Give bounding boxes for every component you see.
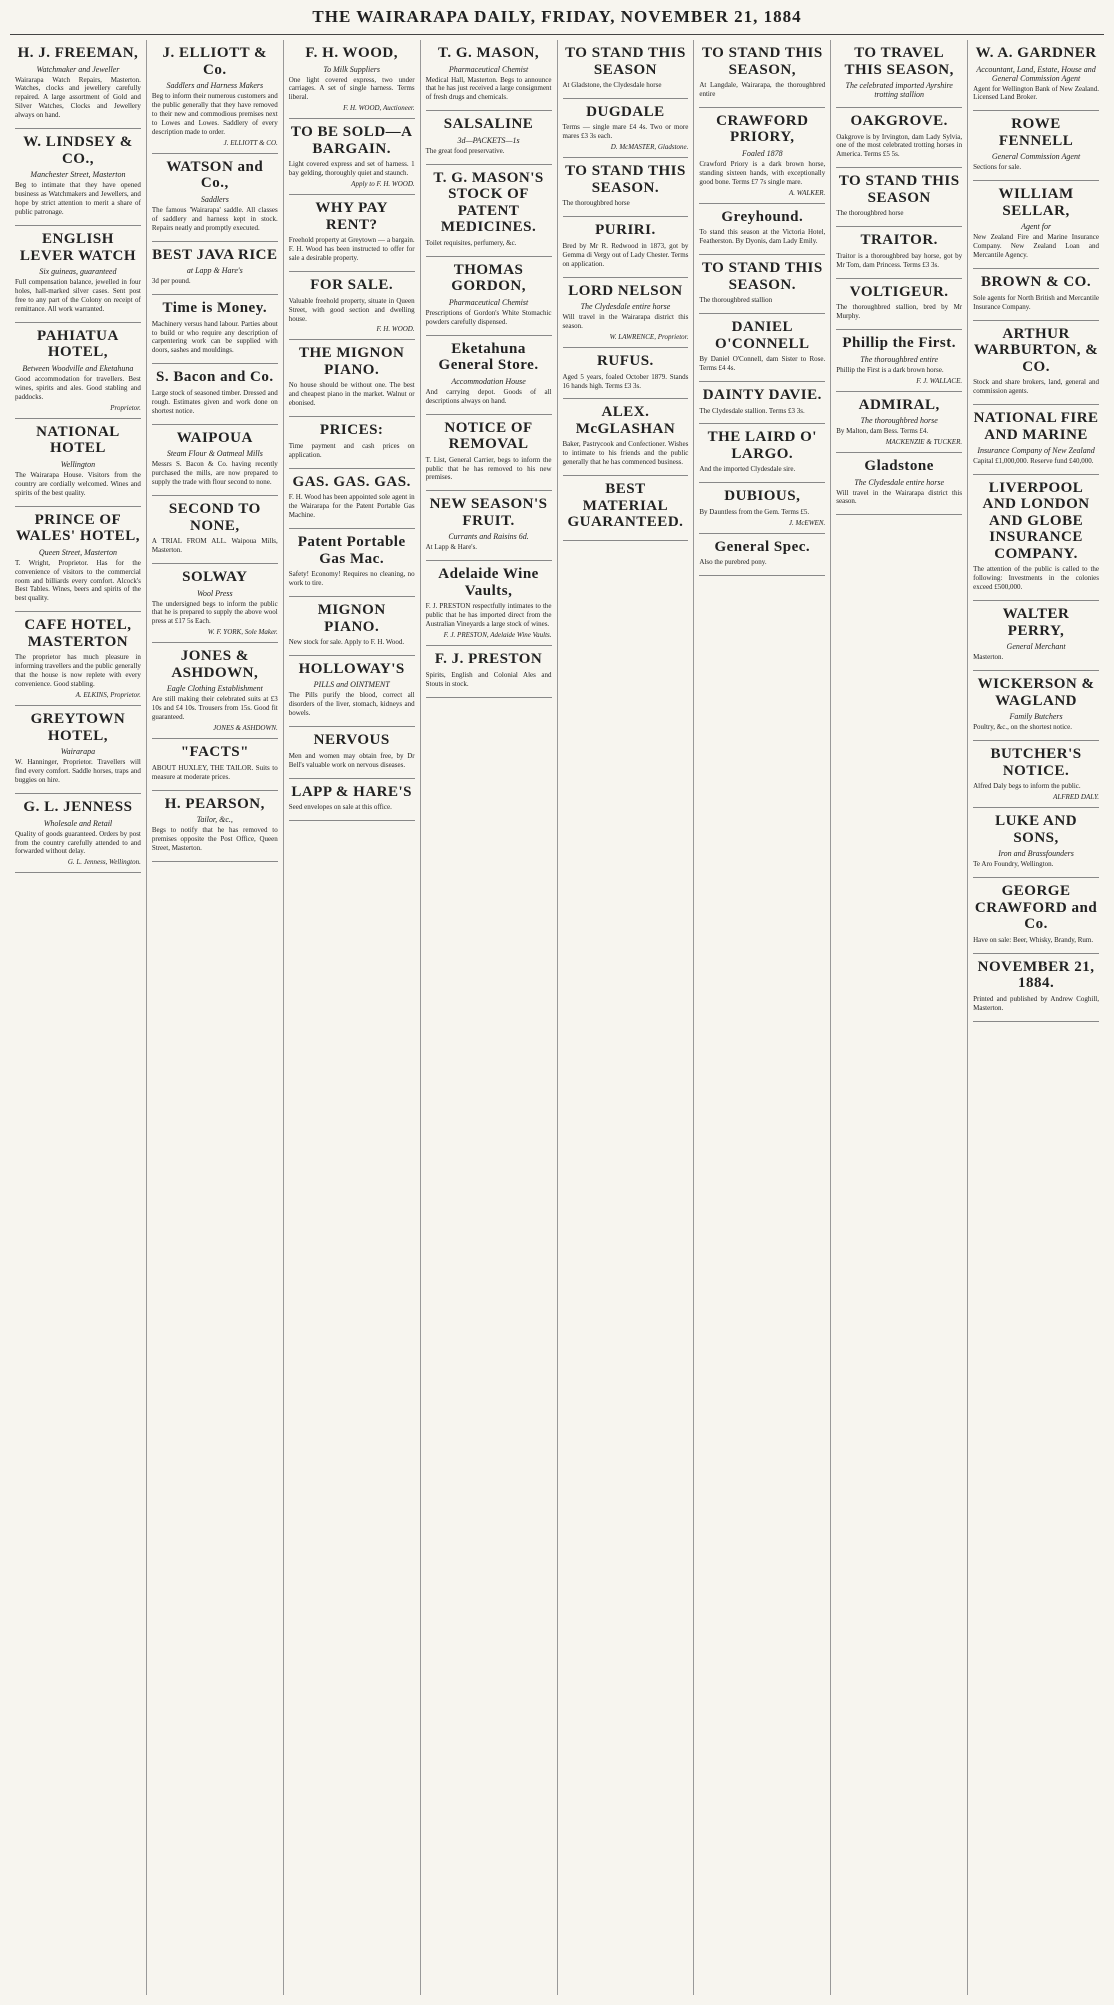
ad-body: The great food preservative. [425, 146, 505, 155]
advertisement [973, 111, 1099, 181]
ad-signature: Apply to F. H. WOOD. [351, 180, 415, 189]
ad-heading: Adelaide Wine Vaults, [438, 566, 539, 599]
ad-body: Spirits, English and Colonial Ales and Stouts in stock. [425, 670, 552, 688]
column-1 [10, 40, 147, 1995]
ad-heading: H. J. FREEMAN, [17, 45, 139, 61]
ad-heading: NATIONAL FIRE AND MARINE [973, 410, 1099, 443]
advertisement [699, 40, 825, 108]
ad-body: Oakgrove is by Irvington, dam Lady Sylvia, one of the most celebrated trotting horses in America. Terms £5 5s. [836, 132, 963, 159]
ad-heading: DAINTY DAVIE. [702, 387, 822, 404]
advertisement [563, 217, 689, 277]
advertisement [973, 954, 1099, 1022]
ad-heading: SOLWAY [182, 569, 248, 586]
ad-heading: TO STAND THIS SEASON. [701, 260, 823, 293]
ad-body: Stock and share brokers, land, general and commission agents. [973, 378, 1099, 396]
ad-heading: BUTCHER'S NOTICE. [990, 746, 1082, 779]
advertisement [152, 564, 278, 643]
advertisement [152, 791, 278, 862]
ad-subheading: Agent for [1021, 222, 1052, 232]
ad-body: ABOUT HUXLEY, THE TAILOR. Suits to measure at moderate prices. [151, 763, 278, 781]
ad-signature: F. J. PRESTON, Adelaide Wine Vaults. [443, 631, 552, 640]
ad-heading: PRINCE OF WALES' HOTEL, [15, 511, 140, 545]
ad-body: Sole agents for North British and Mercantile Insurance Company. [973, 293, 1099, 311]
column-7 [831, 40, 968, 1995]
advertisement [973, 321, 1099, 405]
advertisement [563, 158, 689, 217]
advertisement [836, 227, 962, 278]
ad-signature: F. H. WOOD. [376, 325, 415, 334]
ad-signature: W. LAWRENCE, Proprietor. [609, 333, 689, 342]
advertisement [289, 340, 415, 417]
ad-heading: W. A. GARDNER [975, 45, 1097, 61]
ad-body: The attention of the public is called to the following: Investments in the colonies exceed £500,000. [973, 565, 1099, 592]
advertisement [152, 40, 278, 154]
ad-body: To stand this season at the Victoria Hotel, Featherston. By Dyonis, dam Lady Emily. [699, 228, 826, 246]
ad-heading: BEST MATERIAL GUARANTEED. [567, 481, 684, 531]
advertisement [973, 475, 1099, 601]
ad-subheading: Accountant, Land, Estate, House and General Commission Agent [976, 64, 1096, 83]
ad-heading: TO STAND THIS SEASON [838, 173, 960, 206]
ad-heading: LORD NELSON [568, 282, 683, 299]
ad-body: Beg to intimate that they have opened business as Watchmakers and Jewellers, and hope by strict attention to merit a share of public patronage. [15, 181, 141, 217]
ad-heading: Phillip the First. [842, 335, 956, 352]
ad-subheading: Iron and Brassfounders [998, 849, 1074, 859]
ad-subheading: Wairarapa [60, 747, 96, 757]
advertisement [15, 129, 141, 226]
ad-signature: JONES & ASHDOWN. [213, 724, 278, 733]
ad-heading: F. H. WOOD, [305, 45, 398, 61]
ad-heading: JONES & ASHDOWN, [171, 648, 259, 681]
ad-heading: WALTER PERRY, [1002, 606, 1070, 639]
ad-subheading: Wholesale and Retail [43, 818, 113, 828]
ad-body: At Langdale, Wairarapa, the thoroughbred entire [699, 81, 826, 98]
ad-heading: VOLTIGEUR. [849, 283, 949, 300]
ad-heading: WICKERSON & WAGLAND [977, 676, 1095, 709]
advertisement [836, 279, 962, 330]
ad-body: F. H. Wood has been appointed sole agent in the Wairarapa for the Patent Portable Gas Machine. [288, 493, 415, 520]
ad-subheading: Manchester Street, Masterton [30, 170, 126, 180]
advertisement [15, 323, 141, 419]
ad-heading: W. LINDSEY & CO., [23, 134, 133, 167]
advertisement [836, 108, 962, 168]
ad-heading: TO STAND THIS SEASON. [565, 163, 686, 196]
ad-signature: J. McEWEN. [788, 518, 826, 527]
advertisement [15, 794, 141, 873]
ad-subheading: Queen Street, Masterton [38, 547, 117, 557]
advertisement [563, 348, 689, 399]
ad-signature: G. L. Jenness, Wellington. [67, 858, 141, 867]
ad-signature: MACKENZIE & TUCKER. [885, 438, 963, 447]
column-3 [284, 40, 421, 1995]
ad-heading: GAS. GAS. GAS. [292, 473, 411, 490]
advertisement [289, 469, 415, 529]
ad-body: Wairarapa Watch Repairs, Masterton. Watches, clocks and jewellery carefully repaired. A large assortment of Gold and Silver Watches, Clocks and Jewellery always on hand. [15, 75, 141, 120]
ad-heading: ROWE FENNELL [998, 116, 1074, 149]
ad-body: Beg to inform their numerous customers and the public generally that they have removed to their new and commodious premises next to Lowes and Lowes. Saddlery of every description made to order. [151, 92, 278, 136]
advertisement [289, 529, 415, 597]
ad-heading: Gladstone [864, 458, 934, 475]
ad-signature: Proprietor. [110, 403, 141, 412]
ad-subheading: The Clydesdale entire horse [854, 477, 945, 487]
advertisement [426, 491, 552, 561]
ad-heading: "FACTS" [180, 744, 249, 761]
advertisement [289, 597, 415, 656]
ad-heading: THE LAIRD O' LARGO. [707, 429, 817, 462]
ad-signature: ALFRED DALY. [1053, 793, 1099, 802]
advertisement [152, 154, 278, 242]
advertisement [836, 40, 962, 108]
ad-heading: THE MIGNON PIANO. [298, 345, 405, 378]
ad-subheading: Wool Press [196, 588, 233, 598]
ad-subheading: General Commission Agent [991, 152, 1081, 162]
ad-body: Terms — single mare £4 4s. Two or more mares £3 3s each. [562, 123, 689, 141]
ad-body: By Malton, dam Bess. Terms £4. [836, 427, 929, 436]
ad-subheading: Watchmaker and Jeweller [36, 64, 120, 74]
ad-heading: Patent Portable Gas Mac. [297, 534, 406, 567]
ad-body: New stock for sale. Apply to F. H. Wood. [288, 638, 405, 647]
ad-heading: WAIPOUA [176, 429, 253, 446]
ad-body: Will travel in the Wairarapa district this season. [562, 313, 689, 331]
ad-heading: DUGDALE [586, 103, 665, 120]
ad-heading: G. L. JENNESS [23, 799, 133, 816]
ad-body: Medical Hall, Masterton. Begs to announce that he has just received a large consignment of fresh drugs and chemicals. [425, 75, 552, 102]
advertisement [563, 278, 689, 348]
advertisement [563, 99, 689, 158]
ad-body: Quality of goods guaranteed. Orders by post from the country carefully attended to and forwarded without delay. [15, 829, 141, 856]
advertisement [152, 496, 278, 564]
ad-subheading: To Milk Suppliers [323, 64, 380, 74]
ad-body: Te Aro Foundry, Wellington. [973, 860, 1054, 869]
advertisement [289, 417, 415, 468]
ad-signature: A. ELKINS, Proprietor. [75, 691, 141, 700]
ad-heading: H. PEARSON, [164, 795, 265, 812]
advertisement [426, 111, 552, 164]
advertisement [426, 165, 552, 257]
ad-heading: ENGLISH LEVER WATCH [19, 231, 137, 264]
ad-heading: Greyhound. [721, 208, 804, 225]
ad-body: Men and women may obtain free, by Dr Bell's valuable work on nervous diseases. [288, 751, 415, 769]
ad-body: New Zealand Fire and Marine Insurance Company. New Zealand Loan and Mercantile Agency. [973, 233, 1099, 260]
ad-body: Safety! Economy! Requires no cleaning, no work to tire. [288, 570, 415, 588]
advertisement [15, 507, 141, 613]
advertisement [973, 405, 1099, 475]
ad-heading: HOLLOWAY'S [298, 660, 405, 677]
advertisement [152, 643, 278, 739]
advertisement [289, 656, 415, 727]
ad-heading: PRICES: [319, 422, 384, 439]
ad-body: T. Wright, Proprietor. Has for the convenience of visitors to the commercial room and billiards every comfort. Alcock's Best Tables. Wines, beers and spirits of the best quality. [15, 558, 141, 603]
ad-body: Traitor is a thoroughbred bay horse, got by Mr Tom, dam Princess. Terms £3 3s. [836, 251, 963, 269]
ad-heading: LAPP & HARE'S [291, 783, 413, 800]
ad-subheading: Saddlers [200, 194, 229, 204]
ad-heading: RUFUS. [597, 353, 654, 370]
ad-subheading: Pharmaceutical Chemist [448, 64, 529, 74]
ad-subheading: 3d—PACKETS—1s [457, 135, 520, 145]
ad-body: The Clydesdale stallion. Terms £3 3s. [699, 406, 805, 415]
ad-body: The undersigned begs to inform the public that he is prepared to supply the above wool press at £17 5s Each. [151, 599, 278, 626]
ad-body: W. Hanninger, Proprietor. Travellers will find every comfort. Saddle horses, traps and buggies on hire. [15, 758, 141, 785]
advertisement [152, 425, 278, 496]
advertisement [563, 399, 689, 476]
advertisement [289, 40, 415, 119]
advertisement [699, 204, 825, 255]
ad-subheading: Wellington [60, 459, 96, 469]
ad-body: Seed envelopes on sale at this office. [288, 803, 392, 812]
advertisement [152, 242, 278, 295]
ad-body: And carrying depot. Goods of all descriptions always on hand. [425, 387, 552, 405]
ad-body: And the imported Clydesdale sire. [699, 465, 796, 474]
advertisement [426, 561, 552, 646]
ad-body: Time payment and cash prices on application. [288, 441, 415, 459]
advertisement [15, 40, 141, 129]
ad-body: Bred by Mr R. Redwood in 1873, got by Gemma di Vergy out of Lady Chester. Terms on application. [562, 241, 689, 268]
ad-heading: LIVERPOOL AND LONDON AND GLOBE INSURANCE COMPANY. [982, 479, 1090, 562]
ad-body: Large stock of seasoned timber. Dressed and rough. Estimates given and work done on shortest notice. [151, 388, 278, 415]
column-4 [421, 40, 558, 1995]
ad-heading: NOTICE OF REMOVAL [444, 419, 533, 453]
advertisement [152, 739, 278, 790]
ad-heading: TO TRAVEL THIS SEASON, [844, 45, 954, 78]
ad-subheading: The thoroughbred horse [860, 416, 938, 426]
newspaper-title: THE WAIRARAPA DAILY, FRIDAY, NOVEMBER 21, 1884 [312, 7, 802, 26]
ad-subheading: The Clydesdale entire horse [580, 302, 671, 312]
advertisement [699, 108, 825, 204]
advertisement [973, 181, 1099, 269]
ad-body: Agent for Wellington Bank of New Zealand. Licensed Land Broker. [973, 84, 1099, 102]
ad-heading: CRAWFORD PRIORY, [716, 112, 809, 146]
ad-subheading: Currants and Raisins 6d. [448, 532, 529, 542]
ad-body: Freehold property at Greytown — a bargain. F. H. Wood has been instructed to offer for sale a desirable property. [288, 236, 415, 263]
column-5 [558, 40, 695, 1995]
ad-body: T. List, General Carrier, begs to inform the public that he has removed to his new premises. [425, 455, 552, 482]
advertisement [699, 255, 825, 314]
ad-heading: DANIEL O'CONNELL [715, 319, 810, 352]
ad-body: Baker, Pastrycook and Confectioner. Wishes to intimate to his friends and the public generally that he has commenced business. [562, 440, 689, 467]
ad-body: Also the purebred pony. [699, 558, 767, 567]
ad-signature: A. WALKER. [788, 188, 826, 197]
column-2 [147, 40, 284, 1995]
ad-body: Toilet requisites, perfumery, &c. [425, 238, 517, 247]
ad-heading: BEST JAVA RICE [152, 246, 278, 263]
ad-heading: NOVEMBER 21, 1884. [977, 958, 1095, 992]
advertisement [152, 364, 278, 424]
ad-heading: ADMIRAL, [858, 396, 940, 413]
advertisement [15, 419, 141, 507]
ad-body: The famous 'Wairarapa' saddle. All classes of saddlery and harness kept in stock. Repairs neatly and promptly executed. [151, 205, 278, 232]
ad-signature: J. ELLIOTT & CO. [223, 138, 278, 147]
ad-body: Messrs S. Bacon & Co. having recently purchased the mills, are now prepared to supply the trade with flour second to none. [151, 460, 278, 487]
ad-subheading: The celebrated imported Ayrshire trotting stallion [845, 81, 953, 99]
ad-body: Poultry, &c., on the shortest notice. [973, 723, 1073, 732]
ad-heading: SECOND TO NONE, [168, 501, 261, 534]
ad-body: Valuable freehold property, situate in Queen Street, with good section and dwelling house. [288, 296, 415, 323]
column-6 [694, 40, 831, 1995]
ad-heading: DUBIOUS, [724, 488, 801, 505]
column-8 [968, 40, 1104, 1995]
ad-heading: WHY PAY RENT? [315, 200, 388, 233]
ad-body: Phillip the First is a dark brown horse. [836, 365, 944, 374]
ad-body: By Daniel O'Connell, dam Sister to Rose. Terms £4 4s. [699, 355, 826, 373]
advertisement [426, 336, 552, 415]
ad-body: No house should be without one. The best and cheapest piano in the market. Walnut or ebonised. [288, 381, 415, 408]
advertisement [699, 483, 825, 533]
ad-subheading: Family Butchers [1009, 712, 1063, 722]
ad-subheading: Saddlers and Harness Makers [166, 81, 264, 90]
ad-body: Machinery versus hand labour. Parties about to build or who require any description of carpentering work can be supplied with doors, sashes and mouldings. [151, 319, 278, 355]
ad-subheading: Foaled 1878 [741, 148, 783, 158]
advertisement [699, 534, 825, 576]
ad-heading: Eketahuna General Store. [438, 340, 539, 374]
ad-body: Capital £1,000,000. Reserve fund £40,000. [973, 457, 1094, 466]
advertisement [289, 779, 415, 821]
ad-heading: ALEX. McGLASHAN [575, 404, 676, 437]
advertisement [973, 878, 1099, 953]
ad-subheading: General Merchant [1006, 642, 1066, 652]
ad-heading: TRAITOR. [860, 232, 938, 249]
ad-heading: S. Bacon and Co. [156, 369, 274, 386]
ad-subheading: Accommodation House [451, 376, 526, 386]
advertisement [289, 727, 415, 778]
advertisement [289, 272, 415, 340]
ad-body: One light covered express, two under carriages. A set of single harness. Terms liberal. [288, 75, 415, 102]
ad-heading: FOR SALE. [310, 277, 394, 294]
ad-heading: TO STAND THIS SEASON [565, 45, 686, 78]
ad-body: Light covered express and set of harness. 1 bay gelding, thoroughly quiet and staunch. [288, 160, 415, 178]
advertisement [836, 453, 962, 515]
advertisement [289, 119, 415, 195]
ad-subheading: Tailor, &c., [196, 815, 233, 825]
ad-heading: OAKGROVE. [850, 113, 948, 129]
advertisement [563, 40, 689, 99]
advertisement [563, 476, 689, 541]
ad-subheading: at Lapp & Hare's [186, 266, 243, 276]
advertisement [699, 314, 825, 382]
ad-heading: MIGNON PIANO. [317, 602, 386, 635]
ad-body: Prescriptions of Gordon's White Stomachic powders carefully dispensed. [425, 308, 552, 326]
ad-body: The Pills purify the blood, correct all disorders of the liver, stomach, kidneys and bowels. [288, 691, 415, 718]
ad-body: Printed and published by Andrew Coghill, Masterton. [973, 994, 1099, 1012]
ad-body: The proprietor has much pleasure in informing travellers and the public generally that the house is now replete with every convenience. Good stabling. [15, 653, 141, 689]
advertisement [973, 741, 1099, 808]
advertisement [426, 646, 552, 697]
ad-body: Good accommodation for travellers. Best wines, spirits and ales. Good stabling and paddocks. [15, 374, 141, 401]
ad-heading: TO STAND THIS SEASON, [701, 45, 823, 78]
advertisement [426, 40, 552, 111]
ad-body: Alfred Daly begs to inform the public. [973, 782, 1081, 791]
ad-heading: T. G. MASON'S STOCK OF PATENT MEDICINES. [433, 169, 544, 236]
ad-heading: GREYTOWN HOTEL, [30, 711, 126, 744]
ad-signature: F. H. WOOD, Auctioneer. [343, 104, 415, 113]
ad-subheading: Between Woodville and Eketahuna [22, 363, 134, 373]
ad-body: Crawford Priory is a dark brown horse, standing sixteen hands, with exceptionally good bone. Terms £7 7s single mare. [699, 159, 826, 186]
ad-heading: CAFE HOTEL, MASTERTON [24, 617, 132, 650]
ad-subheading: PILLS and OINTMENT [313, 680, 390, 690]
ad-heading: SALSALINE [443, 116, 534, 133]
advertisement [15, 706, 141, 794]
ad-body: Masterton. [973, 653, 1004, 662]
masthead-rule [10, 34, 1104, 35]
ad-subheading: Six guineas, guaranteed [39, 267, 117, 277]
ad-body: Full compensation balance, jewelled in four holes, hall-marked silver cases. Sent post free to any part of the Colony on receipt of remittance. All work warranted. [15, 278, 141, 313]
ad-body: Are still making their celebrated suits at £3 10s and £4 10s. Trousers from 15s. Good fit guaranteed. [151, 695, 278, 722]
ad-body: At Lapp & Hare's. [425, 543, 478, 552]
ad-signature: F. J. WALLACE. [916, 376, 963, 385]
ad-heading: THOMAS GORDON, [451, 261, 526, 295]
ad-subheading: Steam Flour & Oatmeal Mills [166, 449, 263, 459]
ad-body: The thoroughbred horse [836, 209, 904, 218]
advertisement [426, 257, 552, 336]
ad-heading: BROWN & CO. [981, 274, 1092, 291]
advertisement [836, 168, 962, 227]
ad-heading: PAHIATUA HOTEL, [37, 327, 119, 361]
ad-body: Have on sale: Beer, Whisky, Brandy, Rum. [973, 935, 1094, 944]
ad-body: The thoroughbred horse [562, 199, 630, 208]
ad-body: Will travel in the Wairarapa district this season. [836, 488, 963, 506]
advertisement [973, 671, 1099, 741]
ad-body: F. J. PRESTON respectfully intimates to the public that he has imported direct from the Australian Vineyards a large stock of wines. [425, 602, 552, 629]
ad-heading: PURIRI. [595, 222, 656, 239]
masthead [0, 0, 1114, 40]
ad-signature: D. McMASTER, Gladstone. [610, 143, 689, 152]
ad-heading: NATIONAL HOTEL [36, 423, 120, 457]
ad-heading: LUKE AND SONS, [995, 813, 1078, 846]
ad-body: 3d per pound. [151, 277, 191, 286]
ad-heading: NERVOUS [313, 732, 390, 749]
advertisement [973, 269, 1099, 320]
ad-body: Sections for sale. [973, 163, 1022, 172]
ad-body: A TRIAL FROM ALL. Waipoua Mills, Masterton. [151, 537, 278, 555]
ad-subheading: Eagle Clothing Establishment [166, 684, 263, 694]
ad-subheading: Pharmaceutical Chemist [448, 297, 529, 307]
ad-body: The Wairarapa House. Visitors from the country are cordially welcomed. Wines and spirits of the best quality. [15, 470, 141, 497]
ad-body: At Gladstone, the Clydesdale horse [562, 81, 662, 89]
ad-body: By Dauntless from the Gem. Terms £5. [699, 507, 810, 516]
ad-body: The thoroughbred stallion [699, 296, 773, 305]
advertisement [15, 226, 141, 323]
advertisement [152, 295, 278, 364]
advertisement [973, 40, 1099, 111]
ad-heading: Time is Money. [162, 300, 268, 317]
ad-body: Begs to notify that he has removed to premises opposite the Post Office, Queen Street, Masterton. [151, 826, 278, 853]
advertisement [836, 392, 962, 453]
ad-subheading: The thoroughbred entire [860, 354, 939, 364]
ad-body: Aged 5 years, foaled October 1879. Stands 16 hands high. Terms £3 3s. [562, 372, 689, 390]
ad-heading: TO BE SOLD—A BARGAIN. [290, 124, 413, 157]
ad-heading: T. G. MASON, [437, 45, 540, 61]
advertisement [699, 382, 825, 424]
advertisement [426, 415, 552, 492]
ad-heading: F. J. PRESTON [434, 651, 543, 668]
advertisement [289, 195, 415, 272]
ad-heading: General Spec. [714, 538, 811, 555]
advertisement [15, 612, 141, 706]
newspaper-columns [10, 40, 1104, 1995]
ad-heading: J. ELLIOTT & Co. [162, 45, 268, 78]
advertisement [836, 330, 962, 391]
ad-heading: NEW SEASON'S FRUIT. [429, 496, 548, 529]
ad-heading: GEORGE CRAWFORD and Co. [974, 883, 1098, 933]
ad-heading: WATSON and Co., [166, 158, 264, 192]
advertisement [973, 601, 1099, 671]
advertisement [699, 424, 825, 483]
ad-body: The thoroughbred stallion, bred by Mr Murphy. [836, 303, 963, 321]
advertisement [973, 808, 1099, 878]
ad-signature: W. F. YORK, Sole Maker. [207, 628, 278, 637]
ad-subheading: Insurance Company of New Zealand [977, 446, 1095, 456]
ad-heading: WILLIAM SELLAR, [998, 186, 1074, 219]
ad-heading: ARTHUR WARBURTON, & CO. [973, 325, 1099, 375]
